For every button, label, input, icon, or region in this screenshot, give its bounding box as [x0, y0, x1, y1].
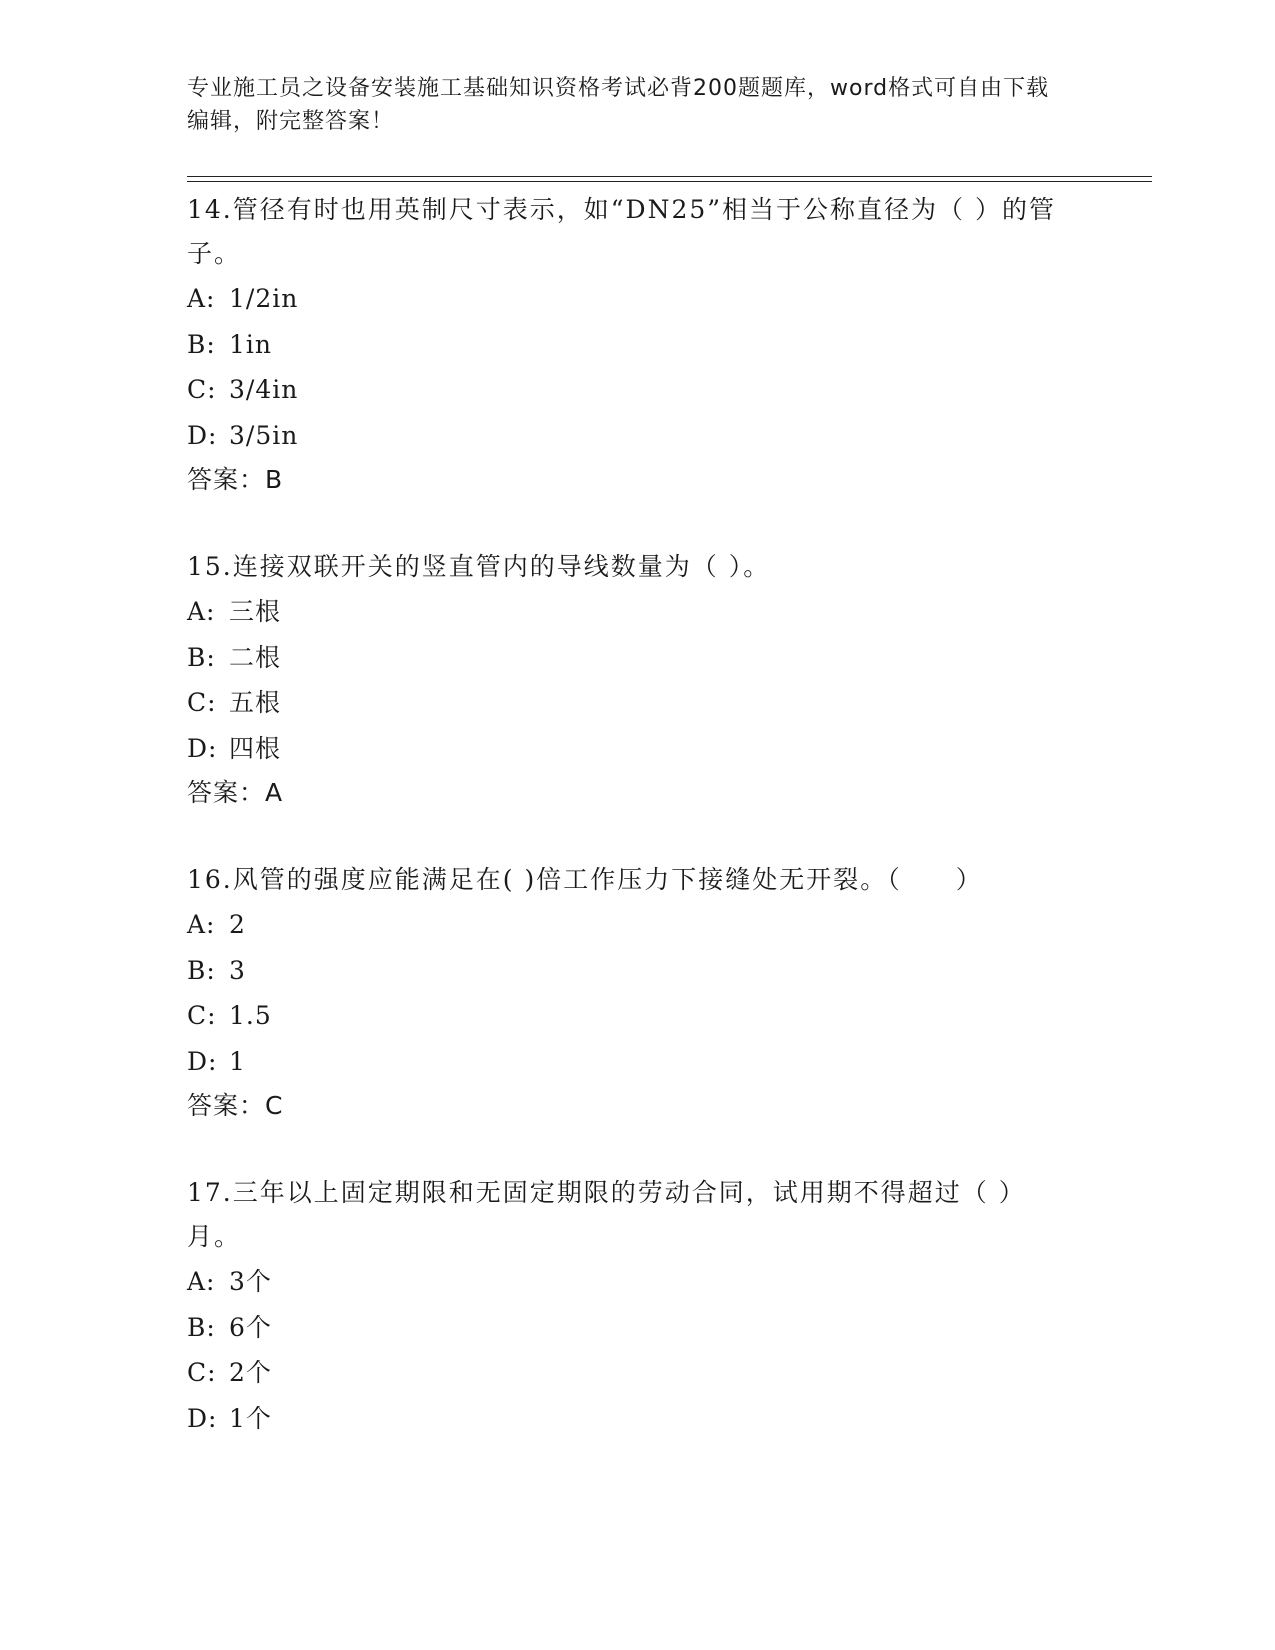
option-text: 1个	[229, 1403, 272, 1433]
option-key: B:	[187, 1312, 216, 1342]
option-text: 五根	[229, 688, 282, 717]
option-a	[187, 902, 1067, 948]
question-16	[187, 858, 1067, 1128]
question-list	[187, 188, 1067, 1441]
question-stem: 17.三年以上固定期限和无固定期限的劳动合同，试用期不得超过（ ）月。	[187, 1178, 1026, 1251]
document-header: 专业施工员之设备安装施工基础知识资格考试必背200题题库，word格式可自由下载编辑，附完整答案！	[187, 76, 1050, 134]
option-text: 三根	[229, 597, 282, 626]
option-d	[187, 1039, 1067, 1085]
option-key: D:	[187, 1403, 218, 1433]
answer-line: 答案：A	[187, 778, 284, 807]
option-d	[187, 413, 1067, 459]
option-text: 四根	[229, 733, 282, 763]
option-key: D:	[187, 420, 218, 450]
option-text: 6个	[229, 1312, 272, 1342]
question-spacer	[187, 1128, 1067, 1171]
option-key: A:	[187, 910, 216, 939]
option-b	[187, 322, 1067, 368]
option-c	[187, 1350, 1067, 1396]
question-15	[187, 545, 1067, 815]
option-text: 3/5in	[229, 420, 299, 450]
option-a	[187, 589, 1067, 635]
option-key: C:	[187, 1358, 217, 1387]
option-text: 2个	[229, 1358, 272, 1387]
option-text: 二根	[229, 642, 282, 672]
option-text: 1	[229, 1046, 246, 1076]
option-b	[187, 948, 1067, 994]
option-text: 1in	[229, 329, 273, 359]
option-d	[187, 1396, 1067, 1442]
header-divider-bottom	[187, 181, 1152, 182]
question-14	[187, 188, 1067, 502]
option-key: D:	[187, 1046, 218, 1076]
option-a	[187, 1259, 1067, 1305]
header-divider-top	[187, 176, 1152, 177]
option-key: A:	[187, 284, 216, 313]
option-key: B:	[187, 642, 216, 672]
option-text: 1/2in	[229, 284, 299, 313]
question-stem: 16.风管的强度应能满足在( )倍工作压力下接缝处无开裂。（ ）	[187, 865, 983, 894]
option-c	[187, 680, 1067, 726]
option-key: D:	[187, 733, 218, 763]
option-key: A:	[187, 1267, 216, 1296]
answer-line: 答案：C	[187, 1091, 284, 1120]
option-b	[187, 635, 1067, 681]
option-d	[187, 726, 1067, 772]
option-text: 3个	[229, 1267, 272, 1296]
option-key: C:	[187, 375, 217, 404]
option-text: 3/4in	[229, 375, 299, 404]
option-key: C:	[187, 688, 217, 717]
question-spacer	[187, 502, 1067, 545]
option-key: C:	[187, 1001, 217, 1030]
option-c	[187, 367, 1067, 413]
option-c	[187, 993, 1067, 1039]
option-text: 1.5	[229, 1001, 272, 1030]
option-key: B:	[187, 329, 216, 359]
question-spacer	[187, 815, 1067, 858]
option-a	[187, 276, 1067, 322]
option-text: 2	[229, 910, 246, 939]
question-17	[187, 1171, 1067, 1441]
option-text: 3	[229, 955, 246, 985]
question-stem: 14.管径有时也用英制尺寸表示，如“DN25”相当于公称直径为（ ）的管子。	[187, 195, 1056, 268]
option-key: B:	[187, 955, 216, 985]
question-stem: 15.连接双联开关的竖直管内的导线数量为（ ）。	[187, 552, 771, 581]
option-b	[187, 1305, 1067, 1351]
answer-line: 答案：B	[187, 465, 284, 494]
option-key: A:	[187, 597, 216, 626]
